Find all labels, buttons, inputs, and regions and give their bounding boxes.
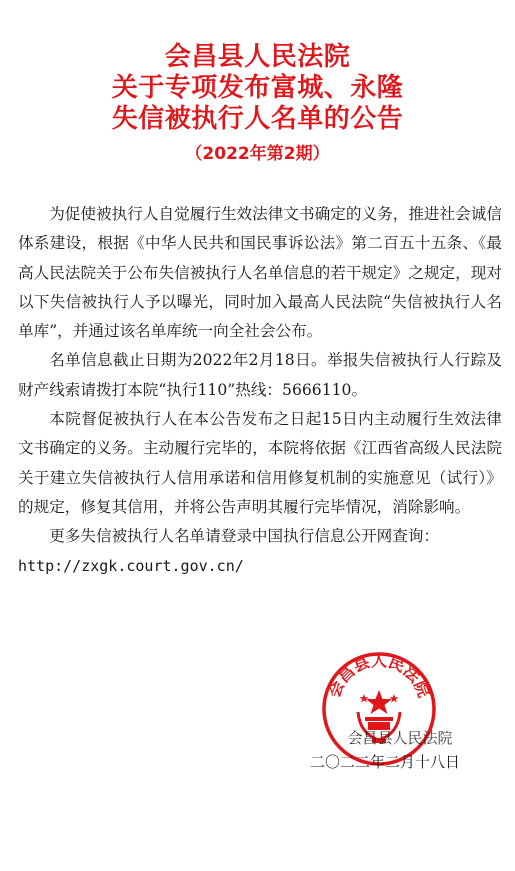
paragraph-deadline-hotline: 名单信息截止日期为2022年2月18日。举报失信被执行人行踪及财产线索请拨打本院“执行110”热线：5666110。 [18, 351, 502, 399]
title-court-name: 会昌县人民法院 [164, 42, 351, 72]
notice-body [18, 200, 502, 581]
seal-text: 会昌县人民法院 [324, 651, 434, 701]
signature-date: 二〇二二年二月十八日 [309, 753, 460, 771]
paragraph-purpose: 为促使被执行人自觉履行生效法律文书确定的义务，推进社会诚信体系建设，根据《中华人民共和国民事诉讼法》第二百五十五条、《最高人民法院关于公布失信被执行人名单信息的若干规定》之规定，现对以下失信被执行人予以曝光，同时加入最高人民法院“失信被执行人名单库”，并通过该名单库统一向全社会公布。 [18, 205, 502, 341]
paragraph-obligation: 本院督促被执行人在本公告发布之日起15日内主动履行生效法律文书确定的义务。主动履行完毕的，本院将依据《江西省高级人民法院关于建立失信被执行人信用承诺和信用修复机制的实施意见（试行）》的规定，修复其信用，并将公告声明其履行完毕情况，消除影响。 [18, 410, 502, 516]
paragraph-more-info: 更多失信被执行人名单请登录中国执行信息公开网查询： [49, 527, 440, 546]
info-website-link[interactable]: http://zxgk.court.gov.cn/ [18, 556, 244, 575]
signature-court-name: 会昌县人民法院 [347, 729, 453, 747]
issue-number: （2022年第2期） [185, 144, 330, 164]
notice-title-block [0, 42, 515, 165]
notice-signature [290, 726, 480, 774]
title-subject-line: 关于专项发布富城、永隆 [111, 73, 404, 103]
title-notice-line: 失信被执行人名单的公告 [111, 104, 404, 134]
